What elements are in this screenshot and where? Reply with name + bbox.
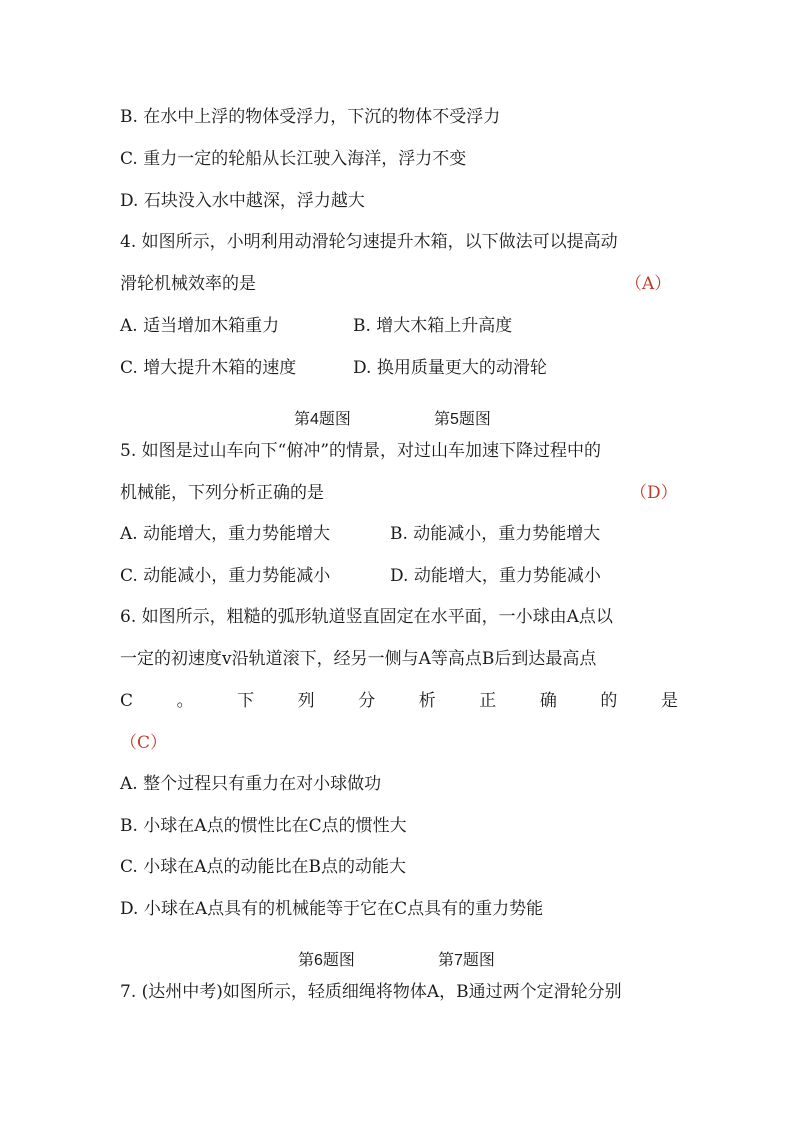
q4-option-c: C. 增大提升木箱的速度 [120, 358, 297, 378]
option-d-previous-question: D. 石块没入水中越深，浮力越大 [120, 191, 365, 211]
figure-6-caption: 第6题图 [298, 952, 355, 969]
q5-stem-line1: 5. 如图是过山车向下“俯冲”的情景，对过山车加速下降过程中的 [120, 441, 602, 461]
q6-word: 析 [418, 691, 436, 711]
q5-stem-line2: 机械能，下列分析正确的是 [120, 483, 324, 503]
q5-options-row2 [120, 564, 680, 588]
q5-answer: （D） [630, 483, 678, 503]
q6-word: 确 [539, 691, 557, 711]
q5-option-b: B. 动能减小，重力势能增大 [390, 524, 601, 544]
q4-answer: （A） [625, 274, 672, 294]
q6-answer: （C） [120, 733, 168, 753]
q6-word: 列 [297, 691, 315, 711]
q4-stem-line2: 滑轮机械效率的是 [120, 274, 256, 294]
q4-options-row1 [120, 314, 680, 338]
figure-7-caption: 第7题图 [438, 952, 495, 969]
q6-word: 是 [660, 691, 678, 711]
q4-option-d: D. 换用质量更大的动滑轮 [353, 358, 547, 378]
q6-option-b: B. 小球在A点的惯性比在C点的惯性大 [120, 816, 407, 836]
q5-option-a: A. 动能增大，重力势能增大 [120, 524, 331, 544]
q5-option-d: D. 动能增大，重力势能减小 [390, 566, 601, 586]
q5-option-c: C. 动能减小，重力势能减小 [120, 566, 331, 586]
q6-option-d: D. 小球在A点具有的机械能等于它在C点具有的重力势能 [120, 899, 544, 919]
option-b-previous-question: B. 在水中上浮的物体受浮力，下沉的物体不受浮力 [120, 107, 501, 127]
option-c-previous-question: C. 重力一定的轮船从长江驶入海洋，浮力不变 [120, 149, 467, 169]
q6-word: C [120, 691, 134, 711]
q6-option-a: A. 整个过程只有重力在对小球做功 [120, 774, 382, 794]
q6-option-c: C. 小球在A点的动能比在B点的动能大 [120, 857, 406, 877]
q6-stem-line2: 一定的初速度v沿轨道滚下，经另一侧与A等高点B后到达最高点 [120, 649, 597, 669]
figure-4-caption: 第4题图 [294, 411, 351, 428]
q4-option-b: B. 增大木箱上升高度 [353, 316, 513, 336]
q7-stem-line1: 7. (达州中考)如图所示，轻质细绳将物体A，B通过两个定滑轮分别 [120, 982, 622, 1002]
q5-options-row1 [120, 522, 680, 546]
q6-stem-line1: 6. 如图所示，粗糙的弧形轨道竖直固定在水平面，一小球由A点以 [120, 607, 613, 627]
q6-word: 正 [479, 691, 497, 711]
q6-word: 分 [358, 691, 376, 711]
q4-options-row2 [120, 356, 680, 380]
q6-word: 下 [237, 691, 255, 711]
q6-word: 。 [176, 691, 194, 711]
q6-word: 的 [600, 691, 618, 711]
q4-stem-line1: 4. 如图所示，小明利用动滑轮匀速提升木箱，以下做法可以提高动 [120, 232, 618, 252]
q6-stem-line3 [120, 689, 678, 713]
q4-option-a: A. 适当增加木箱重力 [120, 316, 280, 336]
figure-5-caption: 第5题图 [434, 411, 491, 428]
